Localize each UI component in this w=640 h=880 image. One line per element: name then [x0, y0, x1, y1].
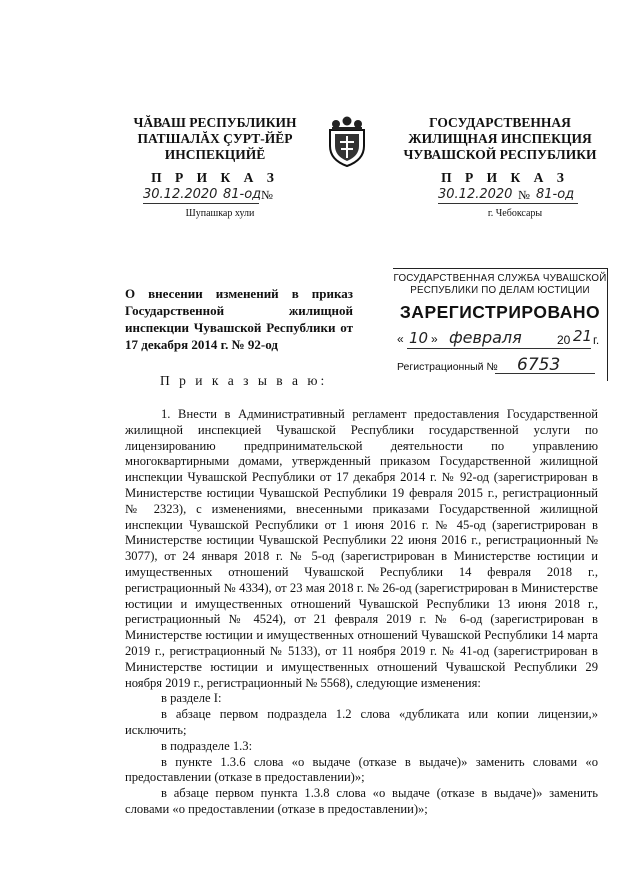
- right-city: г. Чебоксары: [487, 208, 543, 219]
- stamp-reg-underline: [495, 373, 595, 374]
- left-date-number: [143, 187, 293, 207]
- right-date-underline: [438, 203, 578, 204]
- registration-stamp: [393, 268, 608, 381]
- left-city: Шупашкар хули: [185, 208, 255, 219]
- body-paragraph-5: в пункте 1.3.6 слова «о выдаче (отказе в выдаче)» заменить словами «о предоставлении (отказе в предоставлении)»;: [125, 754, 598, 785]
- stamp-org-line-2: РЕСПУБЛИКИ ПО ДЕЛАМ ЮСТИЦИИ: [410, 285, 590, 296]
- stamp-reg-number: 6753: [517, 355, 561, 375]
- coat-of-arms-icon: [326, 116, 368, 168]
- stamp-day-close: »: [431, 332, 438, 346]
- body-paragraph-1: 1. Внести в Административный регламент предоставления Государственной жилищной инспекцией Чувашской Республики государственной услуги по лицензированию предпринимательской деятельности по управлению многоквартирными домами, утвержденный приказом Государственной жилищной инспекции Чувашской Республики от 17 декабря 2014 г. № 92-од (зарегистрирован в Министерстве юстиции Чувашской Республики 19 февраля 2015 г., регистрационный № 2323), с изменениями, внесенными приказами Государственной жилищной инспекции Чувашской Республики от 1 июня 2016 г. № 45-од (зарегистрирован в Министерстве юстиции Чувашской Республики 22 июня 2016 г., регистрационный № 3077), от 24 января 2018 г. № 5-од (зарегистрирован в Министерстве юстиции и имущественных отношений Чувашской Республики 14 февраля 2018 г., регистрационный № 4334), от 23 мая 2018 г. № 26-од (зарегистрирован в Министерстве юстиции и имущественных отношений Чувашской Республики 13 июня 2018 г., регистрационный № 4524), от 21 февраля 2019 г. № 6-од (зарегистрирован в Министерстве юстиции и имущественных отношений Чувашской Республики 14 марта 2019 г., регистрационный № 5133), от 11 ноября 2019 г. № 41-од (зарегистрирован в Министерстве юстиции и имущественных отношений Чувашской Республики 29 ноября 2019 г., регистрационный № 5568), следующие изменения:: [125, 407, 598, 690]
- stamp-year-prefix: 20: [557, 333, 571, 347]
- right-number: 81-од: [536, 187, 575, 202]
- order-heading: П р и к а з ы в а ю:: [160, 373, 328, 388]
- stamp-year-suffix: 21: [573, 327, 593, 345]
- body-paragraph-2: в разделе I:: [161, 691, 222, 706]
- stamp-org-line-1: ГОСУДАРСТВЕННАЯ СЛУЖБА ЧУВАШСКОЙ: [393, 273, 607, 284]
- right-org-line-3: ЧУВАШСКОЙ РЕСПУБЛИКИ: [403, 147, 597, 162]
- document-title: О внесении изменений в приказ Государственной жилищной инспекции Чувашской Республики от 17 декабря 2014 г. № 92-од: [125, 286, 353, 352]
- left-org-line-2: ПАТШАЛĂХ ÇУРТ-ЙĔР: [137, 131, 293, 146]
- right-prikaz-heading: П Р И К А З: [441, 170, 569, 185]
- body-paragraph-3: в абзаце первом подраздела 1.2 слова «дубликата или копии лицензии,» исключить;: [125, 707, 598, 737]
- stamp-date-underline: [407, 348, 591, 349]
- right-org-line-2: ЖИЛИЩНАЯ ИНСПЕКЦИЯ: [408, 131, 592, 146]
- stamp-registered: ЗАРЕГИСТРИРОВАНО: [399, 302, 601, 322]
- right-number-sign: №: [518, 188, 530, 202]
- stamp-year-end: г.: [593, 333, 600, 347]
- stamp-date-row: [397, 329, 607, 351]
- body-paragraph-6: в абзаце первом пункта 1.3.8 слова «о выдаче (отказе в выдаче)» заменить словами «о предоставлении (отказе в предоставлении)»;: [125, 786, 598, 816]
- right-date-number: [438, 187, 588, 207]
- left-prikaz-heading: П Р И К А З: [151, 170, 279, 185]
- document-body: [125, 407, 598, 818]
- left-date: 30.12.2020: [143, 187, 218, 202]
- right-org-name: [395, 115, 605, 163]
- body-paragraph-4: в подразделе 1.3:: [161, 738, 253, 753]
- right-org-line-1: ГОСУДАРСТВЕННАЯ: [429, 115, 571, 130]
- stamp-month: февраля: [449, 328, 522, 347]
- right-date: 30.12.2020: [438, 187, 513, 202]
- stamp-day-open: «: [397, 332, 404, 346]
- left-number-sign: №: [261, 188, 273, 202]
- left-date-underline: [143, 203, 259, 204]
- left-org-line-1: ЧĂВАШ РЕСПУБЛИКИН: [133, 115, 297, 130]
- left-org-name: [110, 115, 320, 163]
- left-number: 81-од: [223, 187, 262, 202]
- stamp-reg-label: Регистрационный №: [397, 361, 498, 373]
- left-org-line-3: ИНСПЕКЦИЙĔ: [164, 147, 266, 162]
- stamp-day: 10: [409, 329, 429, 347]
- stamp-reg-row: [397, 357, 607, 377]
